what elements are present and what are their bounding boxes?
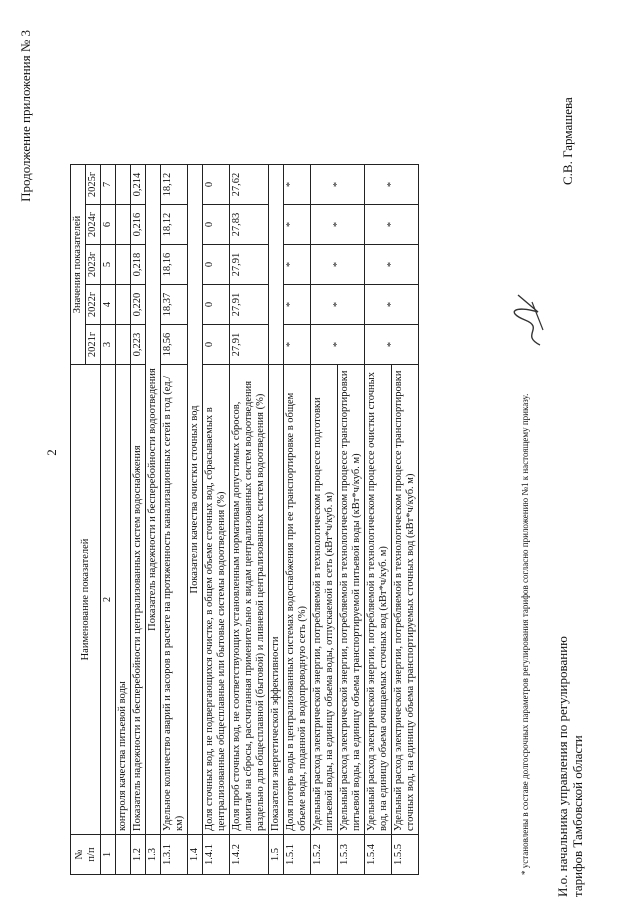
row-num: 1.5.2 bbox=[311, 835, 338, 875]
row-value bbox=[116, 285, 131, 325]
row-value bbox=[116, 205, 131, 245]
row-value: * bbox=[311, 285, 365, 325]
col-header-num: № п/п bbox=[71, 835, 101, 875]
table-row bbox=[131, 165, 146, 875]
row-value: 0 bbox=[203, 245, 230, 285]
row-value: * bbox=[284, 285, 311, 325]
row-value: 0,220 bbox=[131, 285, 146, 325]
row-num: 1.5.1 bbox=[284, 835, 311, 875]
row-value: * bbox=[311, 165, 365, 205]
row-num: 1.5 bbox=[269, 835, 284, 875]
col-header-values: Значения показателей bbox=[71, 165, 86, 365]
signatory-position-line: тарифов Тамбовской области bbox=[570, 735, 585, 897]
table-row bbox=[284, 165, 311, 875]
table-row bbox=[311, 165, 338, 875]
row-value bbox=[116, 245, 131, 285]
row-value: * bbox=[311, 205, 365, 245]
row-name: Удельный расход электрической энергии, потребляемой в технологическом процессе транспортировки сточных вод, на единицу объема транспортируемых сточных вод (кВт*ч/куб. м) bbox=[392, 365, 419, 835]
row-value: * bbox=[365, 285, 419, 325]
signatory-name: С.В. Гармашева bbox=[560, 97, 575, 185]
row-value: 18,12 bbox=[161, 205, 188, 245]
row-value: 18,56 bbox=[161, 325, 188, 365]
row-value: * bbox=[365, 165, 419, 205]
table-section-row bbox=[188, 165, 203, 875]
row-value: * bbox=[284, 205, 311, 245]
handwritten-signature bbox=[510, 290, 555, 350]
table-row bbox=[203, 165, 230, 875]
col-header-year: 2022г bbox=[86, 285, 101, 325]
row-value: 0,218 bbox=[131, 245, 146, 285]
row-name: Удельный расход электрической энергии, потребляемой в технологическом процессе очистки сточных вод, на единицу объема очищаемых сточных вод (кВт*ч/куб. м) bbox=[365, 365, 392, 835]
row-value bbox=[116, 325, 131, 365]
row-name: контроля качества питьевой воды bbox=[116, 365, 131, 835]
row-name: Удельный расход электрической энергии, потребляемой в технологическом процессе транспортировки питьевой воды, на единицу объема транспортируемой питьевой воды (кВт*ч/куб. м) bbox=[338, 365, 365, 835]
row-value: 0 bbox=[203, 205, 230, 245]
row-num: 1.3.1 bbox=[161, 835, 188, 875]
row-value: * bbox=[365, 205, 419, 245]
row-value: * bbox=[284, 325, 311, 365]
signatory-position-line: И.о. начальника управления по регулированию bbox=[555, 636, 570, 897]
row-name: Доля проб сточных вод, не соответствующих установленным нормативам допустимых сбросов, лимитам на сбросы, рассчитанная применительно к видам централизованных систем водоотведения раздельно для общесплавной (бытовой) и ливневой централизованных систем водоотведения (%) bbox=[230, 365, 269, 835]
row-value: * bbox=[311, 245, 365, 285]
row-name: Доля потерь воды в централизованных системах водоснабжения при ее транспортировке в общем объеме воды, поданной в водопроводную сеть (%) bbox=[284, 365, 311, 835]
row-value: 27,91 bbox=[230, 285, 269, 325]
row-value: 27,91 bbox=[230, 325, 269, 365]
col-header-name: Наименование показателей bbox=[71, 365, 101, 835]
row-num bbox=[116, 835, 131, 875]
row-num: 1.4.2 bbox=[230, 835, 269, 875]
row-value: 0,216 bbox=[131, 205, 146, 245]
col-header-year: 2023г bbox=[86, 245, 101, 285]
section-title: Показатели энергетической эффективности bbox=[269, 365, 284, 835]
row-value: 0,223 bbox=[131, 325, 146, 365]
col-number: 6 bbox=[101, 205, 116, 245]
row-num: 1.5.4 bbox=[365, 835, 392, 875]
row-value: * bbox=[311, 325, 365, 365]
row-num: 1.5.3 bbox=[338, 835, 365, 875]
row-value: 0,214 bbox=[131, 165, 146, 205]
signatory-position bbox=[555, 567, 585, 897]
table-row bbox=[365, 165, 392, 875]
row-name: Удельный расход электрической энергии, потребляемой в технологическом процессе подготовки питьевой воды, на единицу объема воды, отпускаемой в сеть (кВт*ч/куб. м) bbox=[311, 365, 338, 835]
row-value: 27,83 bbox=[230, 205, 269, 245]
table-row bbox=[116, 165, 131, 875]
row-num: 1.5.5 bbox=[392, 835, 419, 875]
row-num: 1.4 bbox=[188, 835, 203, 875]
row-name: Доля сточных вод, не подвергающихся очистке, в общем объеме сточных вод, сбрасываемых в централизованные общесплавные или бытовые системы водоотведения (%) bbox=[203, 365, 230, 835]
table-section-row bbox=[269, 165, 284, 875]
indicators-table bbox=[70, 164, 419, 875]
page-number: 2 bbox=[44, 449, 59, 456]
row-name: Удельное количество аварий и засоров в расчете на протяженность канализационных сетей в год (ед./км) bbox=[161, 365, 188, 835]
row-value: 27,91 bbox=[230, 245, 269, 285]
row-value: 18,37 bbox=[161, 285, 188, 325]
appendix-note: Продолжение приложения № 3 bbox=[18, 30, 33, 202]
col-number: 2 bbox=[101, 365, 116, 835]
row-value: * bbox=[365, 325, 419, 365]
row-name: Показатель надежности и бесперебойности централизованных систем водоснабжения bbox=[131, 365, 146, 835]
table-section-row bbox=[146, 165, 161, 875]
row-value: 0 bbox=[203, 325, 230, 365]
col-header-year: 2025г bbox=[86, 165, 101, 205]
row-value: * bbox=[365, 245, 419, 285]
col-number: 3 bbox=[101, 325, 116, 365]
row-num: 1.3 bbox=[146, 835, 161, 875]
section-title: Показатель надежности и бесперебойности водоотведения bbox=[146, 165, 161, 835]
row-value: 0 bbox=[203, 285, 230, 325]
col-header-year: 2021г bbox=[86, 325, 101, 365]
col-number: 1 bbox=[101, 835, 116, 875]
row-value: 0 bbox=[203, 165, 230, 205]
row-num: 1.4.1 bbox=[203, 835, 230, 875]
row-value: 18,12 bbox=[161, 165, 188, 205]
footnote: * установлены в составе долгосрочных параметров регулирования тарифов согласно приложению №1 к настоящему приказу. bbox=[520, 393, 530, 875]
row-value bbox=[116, 165, 131, 205]
row-value: 18,16 bbox=[161, 245, 188, 285]
row-num: 1.2 bbox=[131, 835, 146, 875]
section-title: Показатели качества очистки сточных вод bbox=[188, 165, 203, 835]
row-value: * bbox=[284, 165, 311, 205]
col-number: 7 bbox=[101, 165, 116, 205]
row-value: 27,62 bbox=[230, 165, 269, 205]
table-row bbox=[161, 165, 188, 875]
col-header-year: 2024г bbox=[86, 205, 101, 245]
table-row bbox=[230, 165, 269, 875]
empty-cell bbox=[269, 165, 284, 365]
row-value: * bbox=[284, 245, 311, 285]
col-number: 4 bbox=[101, 285, 116, 325]
col-number: 5 bbox=[101, 245, 116, 285]
